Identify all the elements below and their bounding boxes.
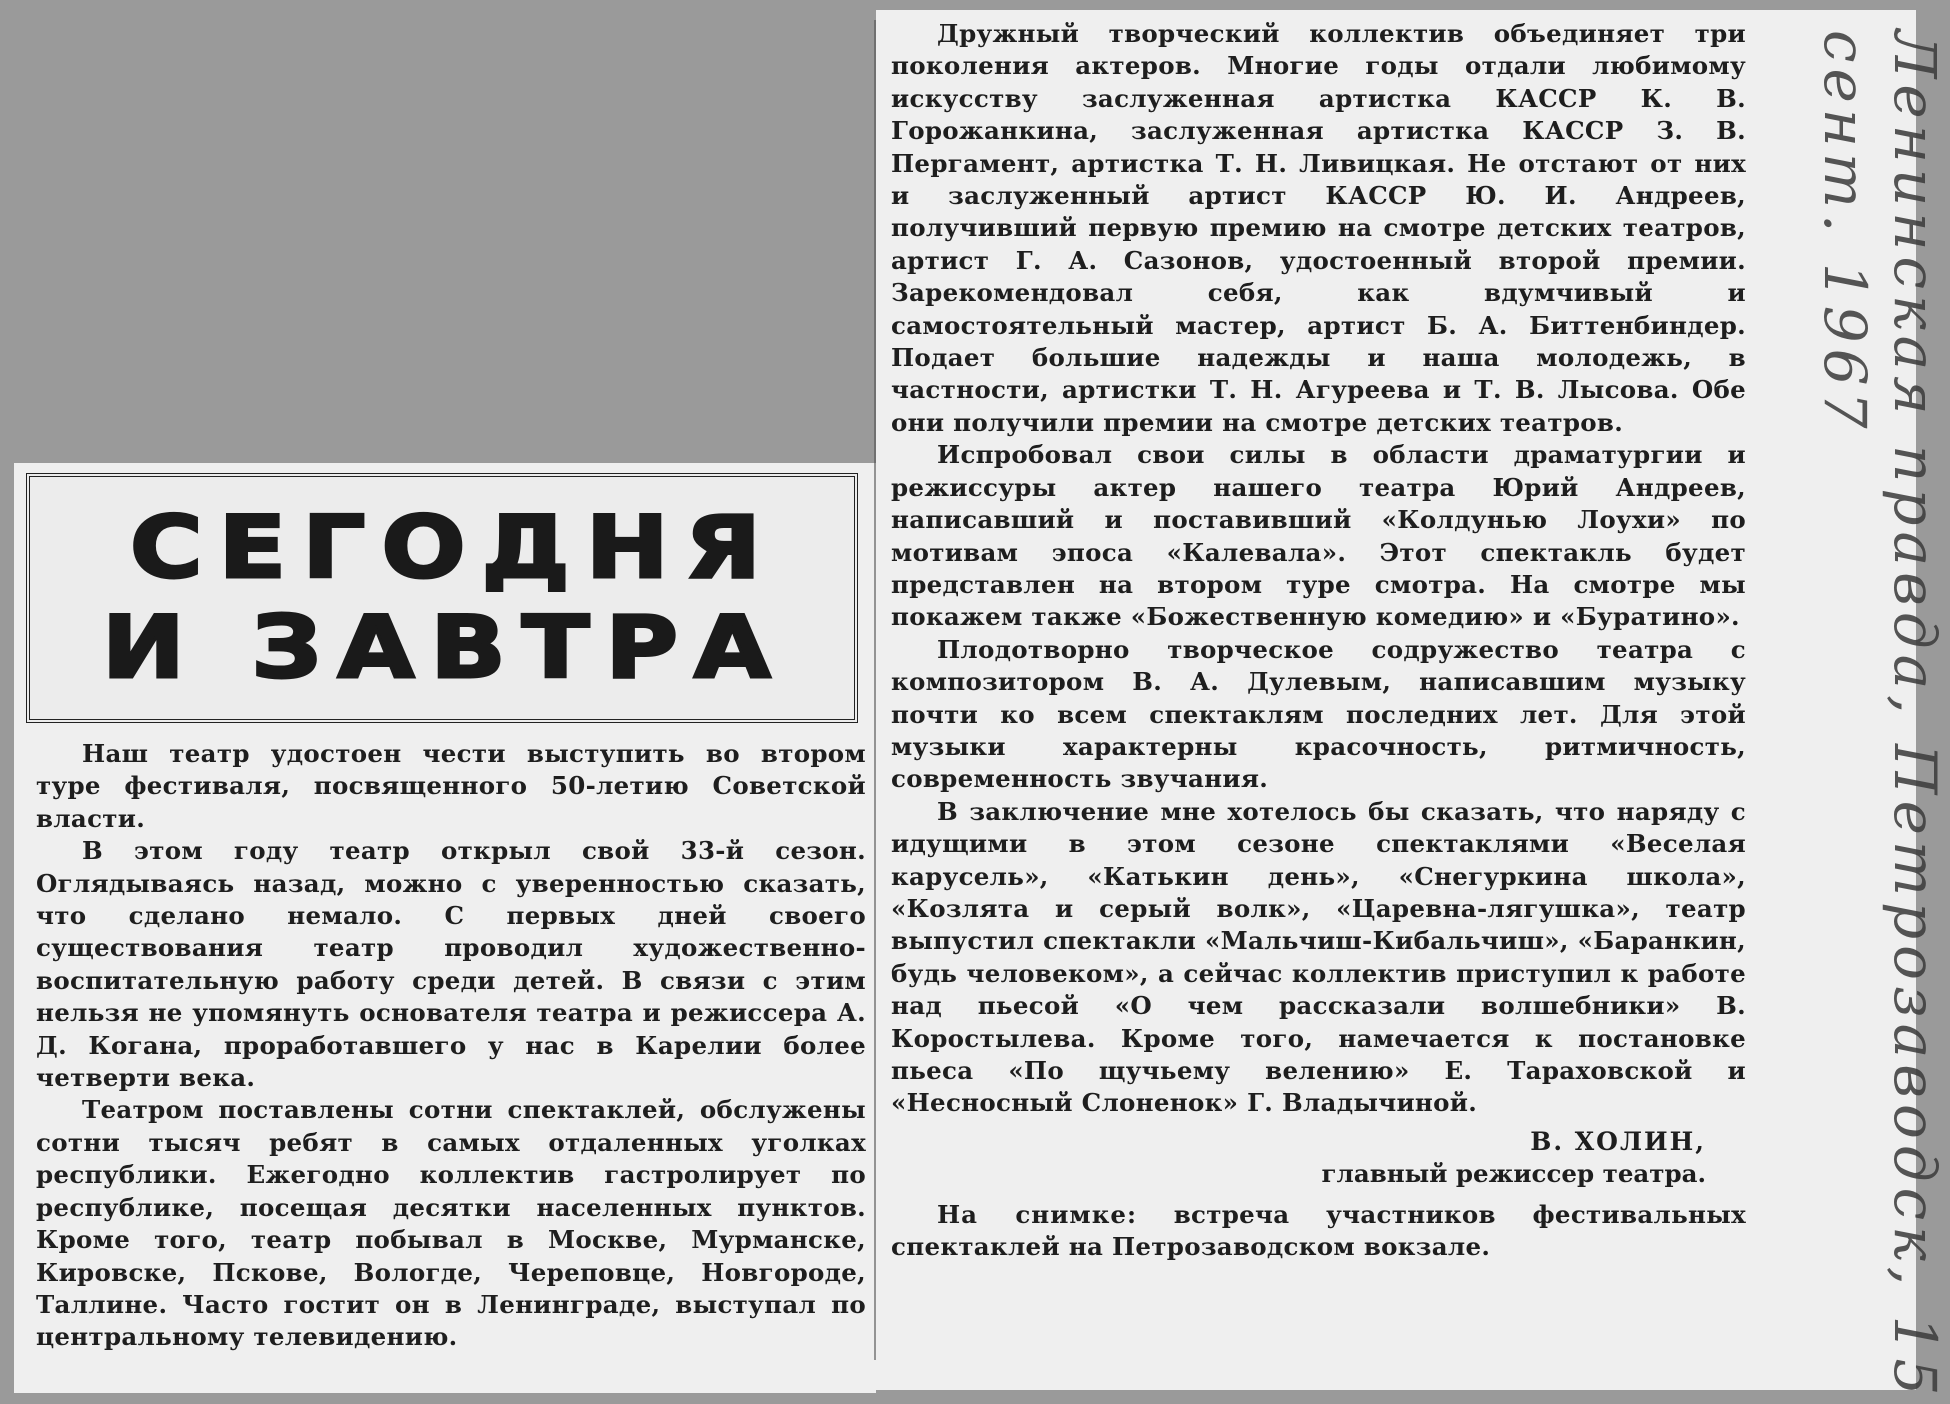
paragraph: В заключение мне хотелось бы сказать, что наряду с идущими в этом сезоне спектаклями «Веселая карусель», «Катькин день», «Снегуркина школа», «Козлята и серый волк», «Царевна-лягушка», театр выпустил спектакли «Мальчиш-Кибальчиш», «Баранкин, будь человеком», а сейчас коллектив приступил к работе над пьесой «О чем рассказали волшебники» В. Коростылева. Кроме того, намечается к постановке пьеса «По щучьему велению» Е. Тараховской и «Несносный Слоненок» Г. Владычиной.: [891, 796, 1746, 1118]
handwritten-note: Ленинская правда, Петрозаводск, 15 сент. 1967: [1811, 30, 1949, 1402]
clipping-right: [876, 10, 1916, 1390]
headline-line-2: И ЗАВТРА: [102, 598, 787, 698]
right-column: [891, 18, 1746, 1263]
clipping-left: [14, 463, 876, 1393]
paragraph: Наш театр удостоен чести выступить во втором туре фестиваля, посвященного 50-летию Советской власти.: [36, 739, 866, 833]
paragraph: Испробовал свои силы в области драматургии и режиссуры актер нашего театра Юрий Андреев, написавший и поставивший «Колдунью Лоухи» по мотивам эпоса «Калевала». Этот спектакль будет представлен на втором туре смотра. На смотре мы покажем также «Божественную комедию» и «Буратино».: [891, 440, 1746, 632]
paragraph: Дружный творческий коллектив объединяет три поколения актеров. Многие годы отдали любимому искусству заслуженная артистка КАССР К. В. Горожанкина, заслуженная артистка КАССР З. В. Пергамент, артистка Т. Н. Ливицкая. Не отстают от них и заслуженный артист КАССР Ю. И. Андреев, получивший первую премию на смотре детских театров, артист Г. А. Сазонов, удостоенный второй премии. Зарекомендовал себя, как вдумчивый и самостоятельный мастер, артист Б. А. Биттенбиндер. Подает большие надежды и наша молодежь, в частности, артистки Т. Н. Агуреева и Т. В. Лысова. Обе они получили премии на смотре детских театров.: [891, 19, 1746, 437]
headline-box: [26, 473, 858, 723]
author-name: В. ХОЛИН,: [1530, 1126, 1706, 1156]
column-divider: [874, 20, 876, 1360]
photo-caption: [891, 1199, 1746, 1264]
paragraph: Плодотворно творческое содружество театра с композитором В. А. Дулевым, написавшим музыку почти ко всем спектаклям последних лет. Для этой музыки характерны красочность, ритмичность, современность звучания.: [891, 634, 1746, 794]
caption-text: встреча участников фестивальных спектаклей на Петрозаводском вокзале.: [891, 1199, 1746, 1262]
left-column: [36, 738, 866, 1354]
signature: [891, 1126, 1746, 1191]
headline-line-1: СЕГОДНЯ: [130, 498, 777, 598]
caption-lead: На снимке:: [937, 1199, 1138, 1229]
author-role: главный режиссер театра.: [1321, 1159, 1706, 1189]
paragraph: Театром поставлены сотни спектаклей, обслужены сотни тысяч ребят в самых отдаленных уголках республики. Ежегодно коллектив гастролирует по республике, посещая десятки населенных пунктов. Кроме того, театр побывал в Москве, Мурманске, Кировске, Пскове, Вологде, Череповце, Новгороде, Таллине. Часто гостит он в Ленинграде, выступал по центральному телевидению.: [36, 1095, 866, 1352]
paragraph: В этом году театр открыл свой 33-й сезон. Оглядываясь назад, можно с уверенностью сказать, что сделано немало. С первых дней своего существования театр проводил художественно-воспитательную работу среди детей. В связи с этим нельзя не упомянуть основателя театра и режиссера А. Д. Когана, проработавшего у нас в Карелии более четверти века.: [36, 836, 866, 1093]
